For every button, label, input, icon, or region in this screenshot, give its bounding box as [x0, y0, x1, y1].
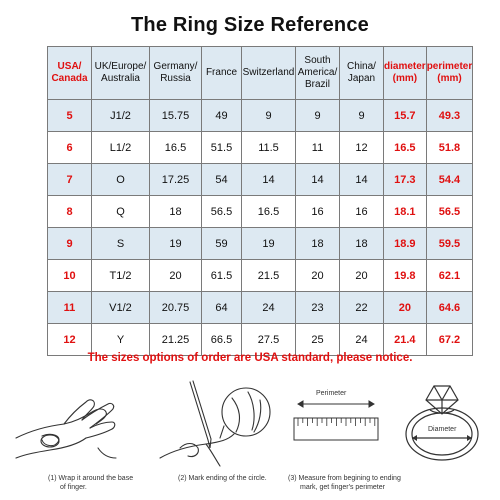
table-cell: V1/2 — [92, 292, 150, 324]
table-cell: 19.8 — [384, 260, 427, 292]
ring-illustration — [398, 374, 494, 470]
table-cell: 59 — [202, 228, 242, 260]
table-cell: 10 — [48, 260, 92, 292]
table-cell: 59.5 — [426, 228, 473, 260]
table-row — [48, 196, 473, 228]
table-cell: 49.3 — [426, 100, 473, 132]
table-cell: 67.2 — [426, 324, 473, 356]
step-3-caption-line1: (3) Measure from begining to ending — [288, 475, 401, 482]
table-row — [48, 228, 473, 260]
table-cell: 64.6 — [426, 292, 473, 324]
table-cell: 18.1 — [384, 196, 427, 228]
step-3-illustration — [290, 378, 380, 470]
pen-mark-icon — [150, 378, 275, 470]
table-cell: 20.75 — [150, 292, 202, 324]
table-header-row — [48, 47, 473, 100]
step-1-caption — [48, 474, 133, 492]
table-cell: 49 — [202, 100, 242, 132]
table-cell: 23 — [296, 292, 340, 324]
table-cell: 51.8 — [426, 132, 473, 164]
table-cell: 18.9 — [384, 228, 427, 260]
table-cell: 11 — [296, 132, 340, 164]
table-cell: 16.5 — [150, 132, 202, 164]
table-cell: L1/2 — [92, 132, 150, 164]
column-header: perimeter (mm) — [426, 47, 473, 100]
table-cell: 9 — [296, 100, 340, 132]
table-cell: 14 — [296, 164, 340, 196]
table-cell: 20 — [340, 260, 384, 292]
ring-size-table — [47, 46, 473, 356]
step-2-caption — [178, 474, 267, 483]
table-cell: 25 — [296, 324, 340, 356]
step-3-caption — [288, 474, 401, 492]
table-cell: 6 — [48, 132, 92, 164]
table-cell: 66.5 — [202, 324, 242, 356]
usa-standard-notice: The sizes options of order are USA standard, please notice. — [87, 352, 413, 364]
table-cell: 11.5 — [242, 132, 296, 164]
table-cell: 19 — [150, 228, 202, 260]
column-header: USA/ Canada — [48, 47, 92, 100]
table-cell: 16 — [296, 196, 340, 228]
table-cell: 24 — [340, 324, 384, 356]
table-cell: 21.4 — [384, 324, 427, 356]
table-cell: 20 — [384, 292, 427, 324]
table-cell: 15.7 — [384, 100, 427, 132]
table-cell: 51.5 — [202, 132, 242, 164]
table-row — [48, 164, 473, 196]
perimeter-label: Perimeter — [316, 390, 347, 397]
table-cell: 19 — [242, 228, 296, 260]
table-cell: 5 — [48, 100, 92, 132]
table-cell: 27.5 — [242, 324, 296, 356]
table-cell: 9 — [48, 228, 92, 260]
table-cell: 64 — [202, 292, 242, 324]
diameter-label: Diameter — [428, 426, 457, 433]
table-cell: 8 — [48, 196, 92, 228]
table-cell: 12 — [340, 132, 384, 164]
table-row — [48, 100, 473, 132]
column-header: China/ Japan — [340, 47, 384, 100]
table-cell: J1/2 — [92, 100, 150, 132]
step-1-caption-line1: (1) Wrap it around the base — [48, 475, 134, 482]
column-header: Germany/ Russia — [150, 47, 202, 100]
table-cell: 15.75 — [150, 100, 202, 132]
table-cell: 54 — [202, 164, 242, 196]
step-3-caption-line2: mark, get finger's perimeter — [300, 484, 385, 491]
table-cell: 18 — [340, 228, 384, 260]
table-cell: 24 — [242, 292, 296, 324]
table-cell: S — [92, 228, 150, 260]
table-cell: 20 — [150, 260, 202, 292]
table-cell: 14 — [340, 164, 384, 196]
column-header: France — [202, 47, 242, 100]
table-cell: 20 — [296, 260, 340, 292]
table-cell: 9 — [242, 100, 296, 132]
table-row — [48, 324, 473, 356]
table-cell: O — [92, 164, 150, 196]
table-cell: Y — [92, 324, 150, 356]
table-cell: 9 — [340, 100, 384, 132]
table-cell: 16.5 — [242, 196, 296, 228]
table-cell: 61.5 — [202, 260, 242, 292]
table-cell: 21.25 — [150, 324, 202, 356]
table-cell: 62.1 — [426, 260, 473, 292]
page-title: The Ring Size Reference — [131, 14, 369, 36]
table-cell: 22 — [340, 292, 384, 324]
table-cell: 12 — [48, 324, 92, 356]
column-header: UK/Europe/ Australia — [92, 47, 150, 100]
column-header: South America/ Brazil — [296, 47, 340, 100]
table-cell: 17.25 — [150, 164, 202, 196]
table-cell: 56.5 — [426, 196, 473, 228]
table-cell: 7 — [48, 164, 92, 196]
step-1-caption-line2: of finger. — [60, 484, 87, 491]
step-2-illustration — [150, 378, 275, 470]
table-cell: 21.5 — [242, 260, 296, 292]
table-cell: Q — [92, 196, 150, 228]
table-cell: 17.3 — [384, 164, 427, 196]
hand-wrap-icon — [12, 378, 132, 470]
table-cell: T1/2 — [92, 260, 150, 292]
step-1-illustration — [12, 378, 132, 470]
table-cell: 56.5 — [202, 196, 242, 228]
table-cell: 11 — [48, 292, 92, 324]
ring-icon — [398, 374, 494, 470]
table-cell: 14 — [242, 164, 296, 196]
table-row — [48, 292, 473, 324]
table-cell: 54.4 — [426, 164, 473, 196]
column-header: diameter (mm) — [384, 47, 427, 100]
table-cell: 18 — [296, 228, 340, 260]
table-row — [48, 132, 473, 164]
table-cell: 18 — [150, 196, 202, 228]
table-row — [48, 260, 473, 292]
table-cell: 16 — [340, 196, 384, 228]
step-2-caption-line1: (2) Mark ending of the circle. — [178, 475, 267, 482]
table-cell: 16.5 — [384, 132, 427, 164]
column-header: Switzerland — [242, 47, 296, 100]
